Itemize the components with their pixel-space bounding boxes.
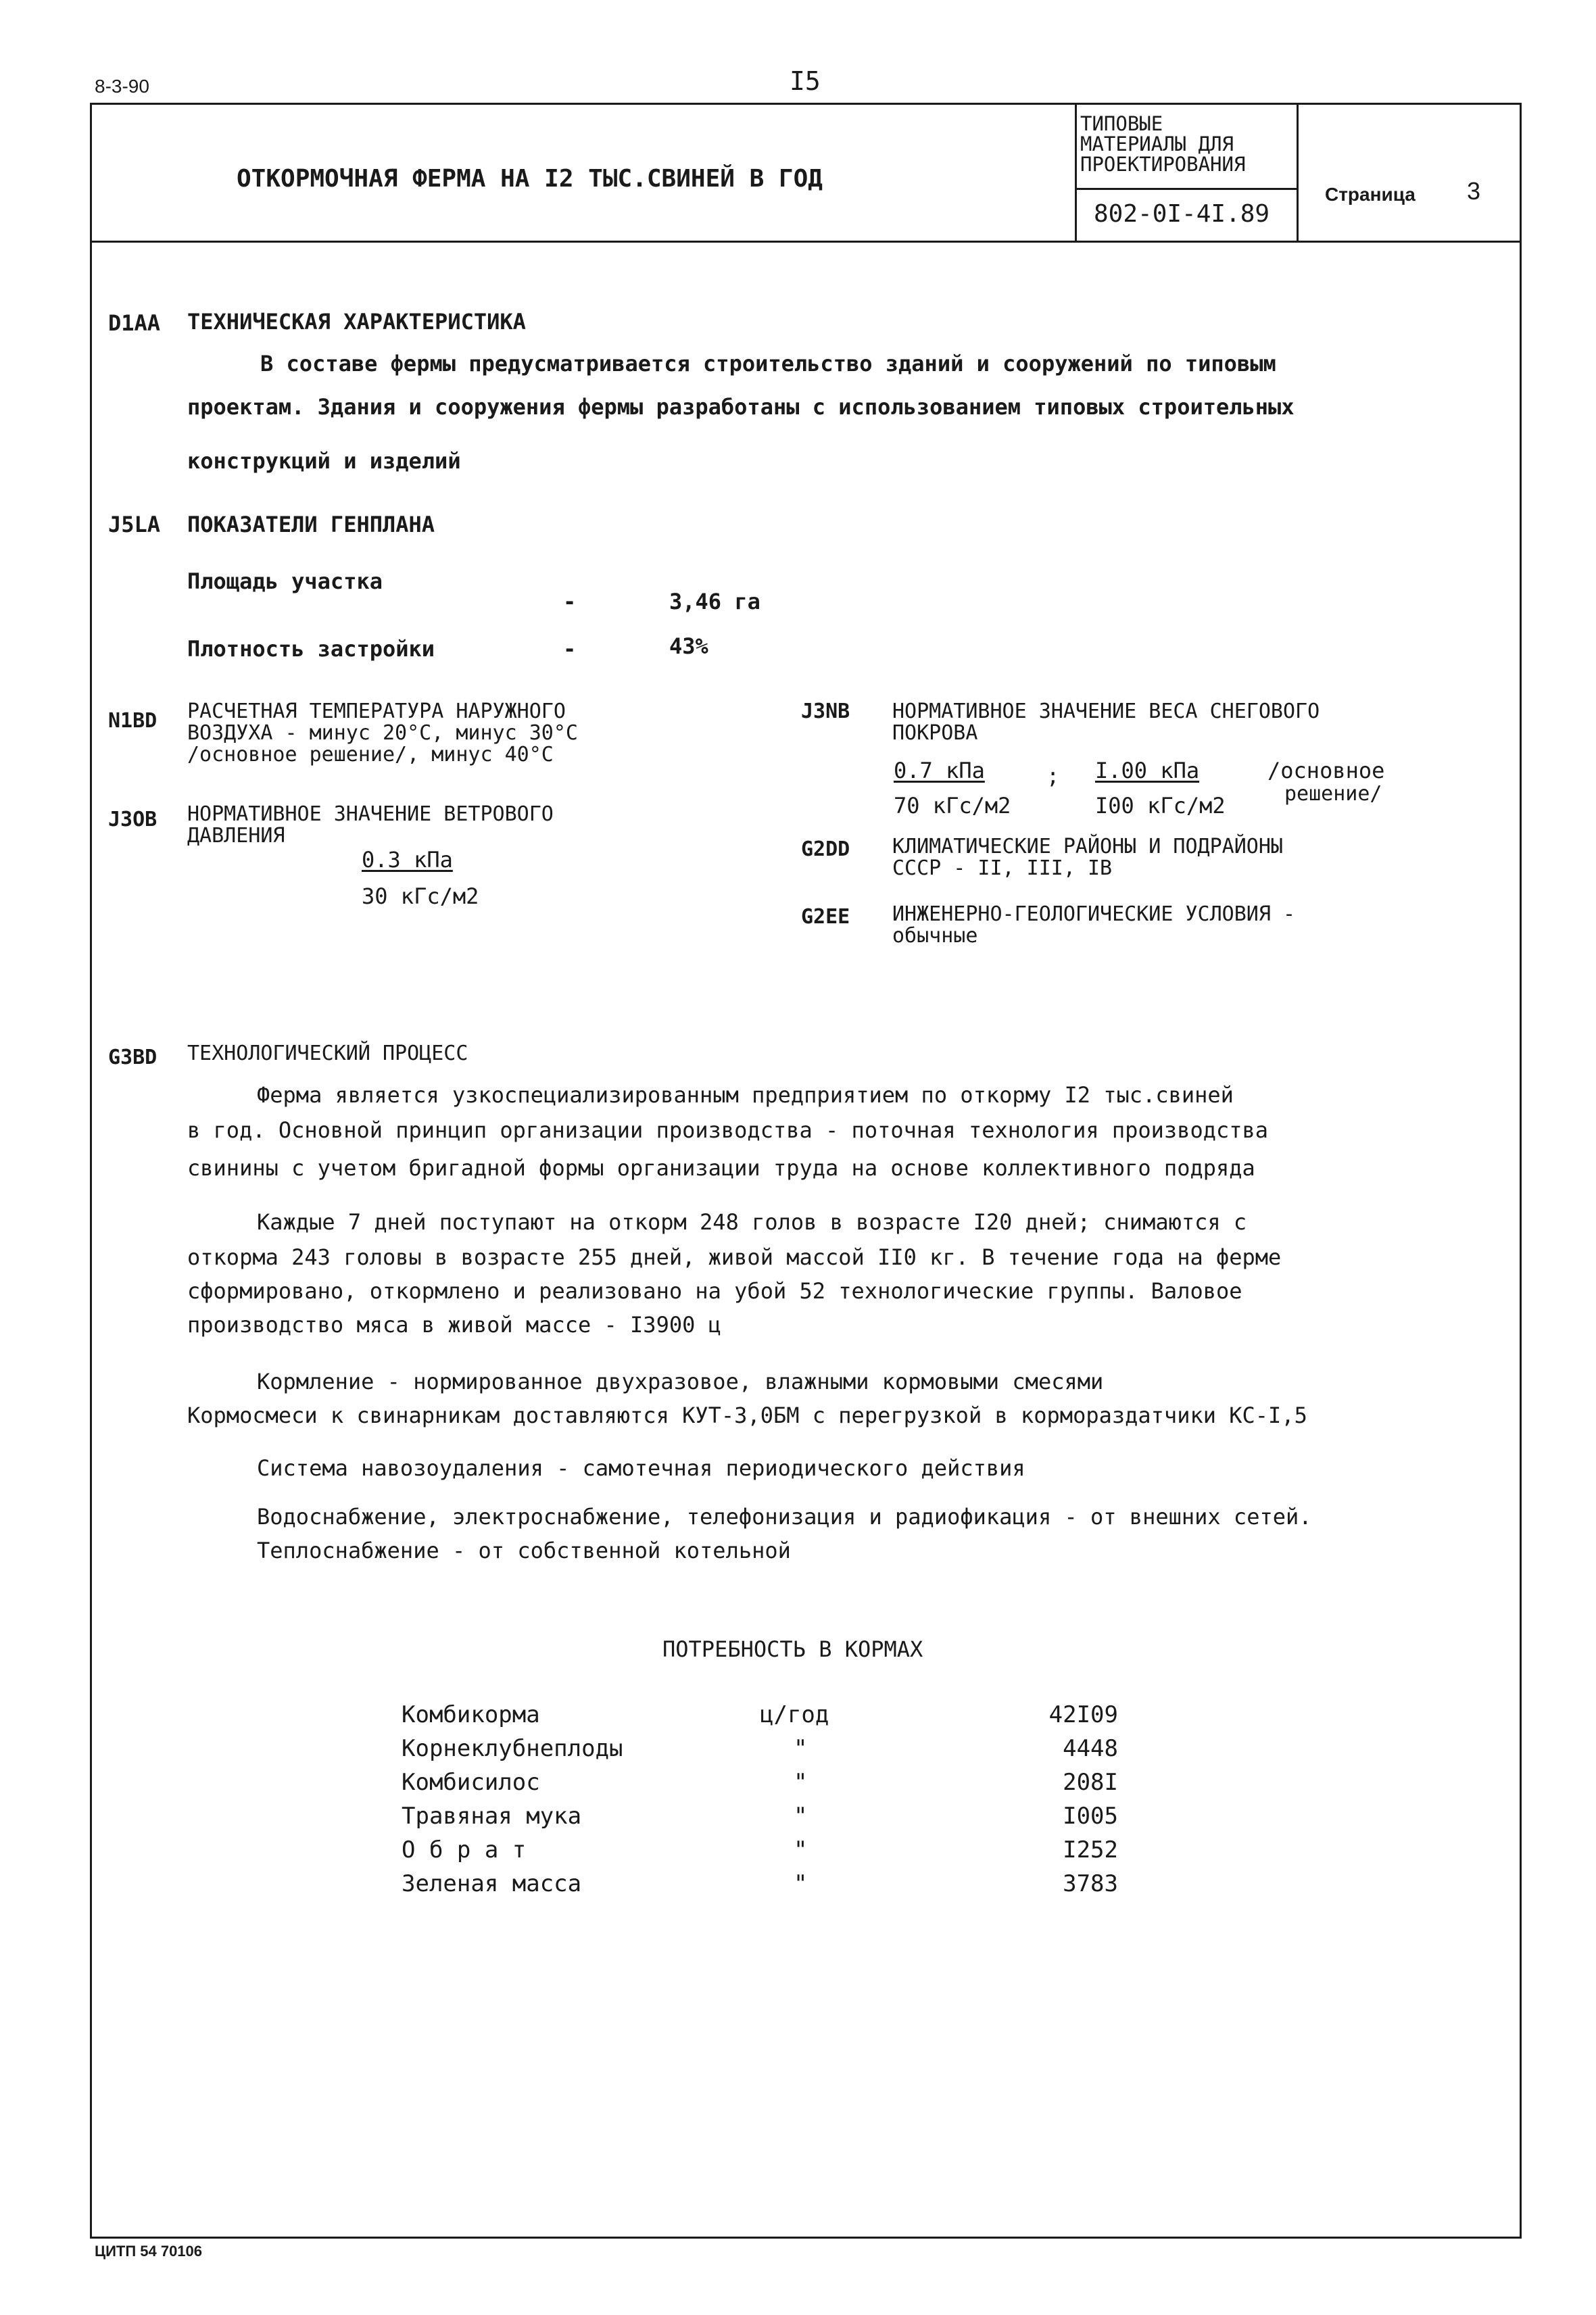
feed-name: Травяная мука [402, 1803, 582, 1830]
feed-name: Комбисилос [402, 1769, 540, 1796]
section-code: N1BD [108, 709, 158, 733]
site-area-label: Площадь участка [187, 568, 383, 594]
section-code: J3NB [801, 700, 850, 723]
regions-line: КЛИМАТИЧЕСКИЕ РАЙОНЫ И ПОДРАЙОНЫ [892, 835, 1283, 858]
paragraph-line: откорма 243 головы в возрасте 255 дней, живой массой II0 кг. В течение года на ферме [187, 1244, 1282, 1270]
document-date: 8-3-90 [95, 76, 149, 97]
paragraph-line: проектам. Здания и сооружения фермы разработаны с использованием типовых строительных [187, 394, 1295, 420]
geology-line: ИНЖЕНЕРНО-ГЕОЛОГИЧЕСКИЕ УСЛОВИЯ - [892, 902, 1296, 926]
snow-load-kgs: 70 кГс/м2 [894, 793, 1011, 819]
feed-value: I005 [1063, 1803, 1118, 1830]
paragraph-line: конструкций и изделий [187, 448, 461, 474]
feed-value: 3783 [1063, 1870, 1118, 1897]
section-code: D1AA [108, 310, 161, 336]
section-code: J5LA [108, 512, 161, 537]
snow-line: ПОКРОВА [892, 721, 978, 745]
page-number: I5 [790, 66, 821, 96]
feed-value: 4448 [1063, 1735, 1118, 1762]
series-line-1: ТИПОВЫЕ [1080, 112, 1163, 135]
section-heading: ТЕХНОЛОГИЧЕСКИЙ ПРОЦЕСС [187, 1042, 468, 1065]
section-heading: ПОКАЗАТЕЛИ ГЕНПЛАНА [187, 512, 435, 537]
feed-unit: " [794, 1803, 808, 1830]
paragraph-line: Каждые 7 дней поступают на откорм 248 голов в возрасте I20 дней; снимаются с [257, 1209, 1247, 1235]
temperature-line: РАСЧЕТНАЯ ТЕМПЕРАТУРА НАРУЖНОГО [187, 700, 566, 723]
feed-unit: " [794, 1769, 808, 1796]
wind-line: НОРМАТИВНОЕ ЗНАЧЕНИЕ ВЕТРОВОГО [187, 802, 554, 826]
feed-value: I252 [1063, 1836, 1118, 1863]
paragraph-line: Теплоснабжение - от собственной котельной [257, 1538, 791, 1563]
document-title: ОТКОРМОЧНАЯ ФЕРМА НА I2 ТЫС.СВИНЕЙ В ГОД [237, 165, 823, 193]
series-line-3: ПРОЕКТИРОВАНИЯ [1080, 153, 1246, 176]
feed-name: Корнеклубнеплоды [402, 1735, 623, 1762]
paragraph-line: Кормосмеси к свинарникам доставляются КУТ-3,0БМ с перегрузкой в кормораздатчики КС-I,5 [187, 1403, 1307, 1428]
regions-line: СССР - II, III, IВ [892, 856, 1113, 880]
table-row [402, 1833, 1145, 1867]
separator: ; [1046, 763, 1060, 789]
title-block-divider [1075, 103, 1077, 243]
feed-unit: " [794, 1735, 808, 1762]
snow-load-kpa: 0.7 кПа [894, 758, 985, 783]
temperature-line: ВОЗДУХА - минус 20°С, минус 30°С [187, 721, 578, 745]
wind-pressure-kpa: 0.3 кПа [362, 847, 453, 873]
sheet-label: Страница [1325, 184, 1416, 205]
feed-unit: " [794, 1836, 808, 1863]
paragraph-line: сформировано, откормлено и реализовано на убой 52 технологические группы. Валовое [187, 1278, 1242, 1304]
section-code: J3OB [108, 808, 158, 831]
table-row [402, 1732, 1145, 1765]
project-code: 802-0I-4I.89 [1094, 200, 1270, 228]
title-block-divider [1075, 188, 1298, 190]
section-heading: ТЕХНИЧЕСКАЯ ХАРАКТЕРИСТИКА [187, 309, 526, 335]
building-density-label: Плотность застройки [187, 636, 435, 662]
feed-value: 208I [1063, 1769, 1118, 1796]
table-row [402, 1698, 1145, 1732]
feed-unit: " [794, 1870, 808, 1897]
temperature-line: /основное решение/, минус 40°С [187, 743, 554, 766]
sheet-number: 3 [1467, 177, 1481, 205]
dash: - [563, 589, 577, 614]
wind-pressure-kgs: 30 кГс/м2 [362, 883, 479, 909]
section-code: G3BD [108, 1046, 158, 1069]
table-row [402, 1799, 1145, 1833]
table-row [402, 1765, 1145, 1799]
snow-load-kgs: I00 кГс/м2 [1095, 793, 1226, 819]
snow-load-kpa: I.00 кПа [1095, 758, 1200, 783]
building-density-value: 43% [669, 633, 708, 659]
paragraph-line: Кормление - нормированное двухразовое, влажными кормовыми смесями [257, 1369, 1104, 1394]
series-line-2: МАТЕРИАЛЫ ДЛЯ [1080, 132, 1234, 155]
geology-line: обычные [892, 924, 978, 948]
feed-unit: ц/год [760, 1701, 829, 1728]
snow-line: НОРМАТИВНОЕ ЗНАЧЕНИЕ ВЕСА СНЕГОВОГО [892, 700, 1320, 723]
section-code: G2DD [801, 837, 850, 861]
feed-name: Комбикорма [402, 1701, 540, 1728]
title-block-divider [1297, 103, 1299, 243]
dash: - [563, 636, 577, 662]
paragraph-line: производство мяса в живой массе - I3900 ц [187, 1312, 721, 1338]
table-row [402, 1867, 1145, 1901]
section-code: G2EE [801, 905, 850, 929]
paragraph-line: в год. Основной принцип организации производства - поточная технология производства [187, 1117, 1269, 1143]
wind-line: ДАВЛЕНИЯ [187, 824, 285, 848]
table-heading: ПОТРЕБНОСТЬ В КОРМАХ [662, 1636, 923, 1662]
paragraph-line: Водоснабжение, электроснабжение, телефонизация и радиофикация - от внешних сетей. [257, 1504, 1312, 1530]
paragraph-line: Ферма является узкоспециализированным предприятием по откорму I2 тыс.свиней [257, 1082, 1234, 1108]
paragraph-line: Система навозоудаления - самотечная периодического действия [257, 1455, 1025, 1481]
feed-name: Зеленая масса [402, 1870, 582, 1897]
paragraph-line: В составе фермы предусматривается строительство зданий и сооружений по типовым [260, 351, 1276, 376]
site-area-value: 3,46 га [669, 589, 760, 614]
paragraph-line: свинины с учетом бригадной формы организации труда на основе коллективного подряда [187, 1155, 1255, 1181]
feed-name: О б р а т [402, 1836, 527, 1863]
snow-note: /основное [1267, 758, 1385, 783]
snow-note: решение/ [1284, 782, 1382, 806]
feed-value: 42I09 [1048, 1701, 1118, 1728]
print-stamp: ЦИТП 54 70106 [95, 2243, 203, 2260]
